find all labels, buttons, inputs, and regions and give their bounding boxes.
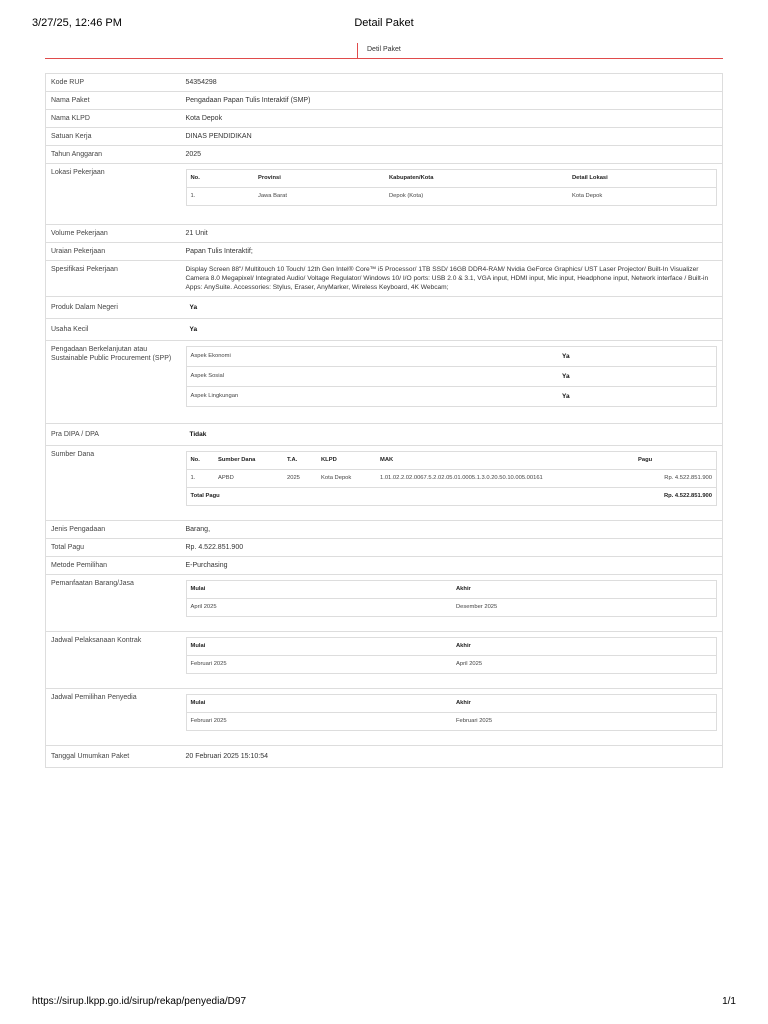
pemilihan-mulai: Februari 2025 — [186, 713, 452, 731]
lokasi-col-kabupaten: Kabupaten/Kota — [385, 170, 568, 188]
print-header — [32, 17, 736, 31]
row-pra-dipa — [46, 424, 723, 446]
table-row — [186, 656, 717, 674]
sumber-mak: 1.01.02.2.02.0067.5.2.02.05.01.0005.1.3.0.20.50.10.005.00161 — [376, 470, 634, 488]
spp-value-lingkungan: Ya — [558, 387, 717, 407]
spp-value-sosial: Ya — [558, 367, 717, 387]
label-total-pagu: Total Pagu — [46, 539, 181, 557]
print-datetime: 3/27/25, 12:46 PM — [32, 17, 122, 29]
lokasi-kabupaten: Depok (Kota) — [385, 188, 568, 206]
sumber-col-mak: MAK — [376, 452, 634, 470]
label-tanggal-umumkan: Tanggal Umumkan Paket — [46, 746, 181, 768]
table-row — [186, 347, 717, 367]
sumber-no: 1. — [186, 470, 214, 488]
table-row — [186, 470, 717, 488]
value-jenis-pengadaan: Barang, — [181, 521, 723, 539]
row-tanggal-umumkan — [46, 746, 723, 768]
kontrak-akhir: April 2025 — [452, 656, 717, 674]
row-nama-paket — [46, 92, 723, 110]
value-metode-pemilihan: E-Purchasing — [181, 557, 723, 575]
jadwal-pemilihan-table — [186, 694, 718, 731]
jadwal-kontrak-table — [186, 637, 718, 674]
row-total-pagu — [46, 539, 723, 557]
label-sumber-dana: Sumber Dana — [46, 446, 181, 521]
label-lokasi-pekerjaan: Lokasi Pekerjaan — [46, 164, 181, 225]
value-total-pagu: Rp. 4.522.851.900 — [181, 539, 723, 557]
sumber-dana-header-row — [186, 452, 717, 470]
label-spp: Pengadaan Berkelanjutan atau Sustainable Public Procurement (SPP) — [46, 341, 181, 424]
pemilihan-akhir-label: Akhir — [452, 695, 717, 713]
total-pagu-label: Total Pagu — [186, 488, 634, 506]
row-lokasi-pekerjaan — [46, 164, 723, 225]
row-kode-rup — [46, 74, 723, 92]
sumber-sumber: APBD — [214, 470, 283, 488]
label-usaha-kecil: Usaha Kecil — [46, 319, 181, 341]
lokasi-header-row — [186, 170, 717, 188]
label-pra-dipa: Pra DIPA / DPA — [46, 424, 181, 446]
sumber-col-no: No. — [186, 452, 214, 470]
pemilihan-mulai-label: Mulai — [186, 695, 452, 713]
row-metode-pemilihan — [46, 557, 723, 575]
label-produk-dalam-negeri: Produk Dalam Negeri — [46, 297, 181, 319]
label-kode-rup: Kode RUP — [46, 74, 181, 92]
label-jadwal-kontrak: Jadwal Pelaksanaan Kontrak — [46, 632, 181, 689]
sumber-ta: 2025 — [283, 470, 317, 488]
value-kode-rup: 54354298 — [181, 74, 723, 92]
lokasi-col-provinsi: Provinsi — [254, 170, 385, 188]
total-pagu-value: Rp. 4.522.851.900 — [634, 488, 717, 506]
sumber-col-pagu: Pagu — [634, 452, 717, 470]
label-nama-klpd: Nama KLPD — [46, 110, 181, 128]
sumber-col-sumber: Sumber Dana — [214, 452, 283, 470]
sumber-klpd: Kota Depok — [317, 470, 376, 488]
value-tanggal-umumkan: 20 Februari 2025 15:10:54 — [181, 746, 723, 768]
value-produk-dalam-negeri: Ya — [189, 304, 198, 311]
sumber-pagu: Rp. 4.522.851.900 — [634, 470, 717, 488]
row-jadwal-kontrak — [46, 632, 723, 689]
lokasi-col-detail: Detail Lokasi — [568, 170, 717, 188]
page-title: Detail Paket — [354, 17, 414, 29]
label-jenis-pengadaan: Jenis Pengadaan — [46, 521, 181, 539]
label-tahun-anggaran: Tahun Anggaran — [46, 146, 181, 164]
row-pemanfaatan — [46, 575, 723, 632]
pemanfaatan-mulai-label: Mulai — [186, 581, 452, 599]
row-uraian — [46, 243, 723, 261]
label-spesifikasi: Spesifikasi Pekerjaan — [46, 261, 181, 297]
spp-table — [186, 346, 718, 407]
value-volume: 21 Unit — [181, 225, 723, 243]
sumber-col-klpd: KLPD — [317, 452, 376, 470]
label-uraian: Uraian Pekerjaan — [46, 243, 181, 261]
table-row — [186, 599, 717, 617]
table-row — [186, 188, 717, 206]
label-jadwal-pemilihan: Jadwal Pemilihan Penyedia — [46, 689, 181, 746]
value-uraian: Papan Tulis Interaktif; — [181, 243, 723, 261]
total-row — [186, 488, 717, 506]
row-spp — [46, 341, 723, 424]
label-pemanfaatan: Pemanfaatan Barang/Jasa — [46, 575, 181, 632]
row-jadwal-pemilihan — [46, 689, 723, 746]
sumber-col-ta: T.A. — [283, 452, 317, 470]
pemanfaatan-mulai: April 2025 — [186, 599, 452, 617]
value-usaha-kecil: Ya — [189, 326, 198, 333]
tab-bar — [45, 43, 723, 59]
page-url: https://sirup.lkpp.go.id/sirup/rekap/penyedia/D97 — [32, 996, 247, 1007]
spp-value-ekonomi: Ya — [558, 347, 717, 367]
row-sumber-dana — [46, 446, 723, 521]
tab-detil-paket[interactable]: Detil Paket — [357, 43, 409, 59]
table-row — [186, 387, 717, 407]
lokasi-table — [186, 169, 718, 206]
lokasi-no: 1. — [186, 188, 254, 206]
label-volume: Volume Pekerjaan — [46, 225, 181, 243]
spp-aspect-lingkungan: Aspek Lingkungan — [186, 387, 558, 407]
value-tahun-anggaran: 2025 — [181, 146, 723, 164]
pemanfaatan-table — [186, 580, 718, 617]
kontrak-akhir-label: Akhir — [452, 638, 717, 656]
value-nama-paket: Pengadaan Papan Tulis Interaktif (SMP) — [181, 92, 723, 110]
row-tahun-anggaran — [46, 146, 723, 164]
value-nama-klpd: Kota Depok — [181, 110, 723, 128]
table-row — [186, 367, 717, 387]
lokasi-detail: Kota Depok — [568, 188, 717, 206]
pemanfaatan-akhir-label: Akhir — [452, 581, 717, 599]
pemilihan-akhir: Februari 2025 — [452, 713, 717, 731]
table-row — [186, 713, 717, 731]
spp-aspect-ekonomi: Aspek Ekonomi — [186, 347, 558, 367]
row-usaha-kecil — [46, 319, 723, 341]
sumber-dana-table — [186, 451, 718, 506]
row-nama-klpd — [46, 110, 723, 128]
lokasi-provinsi: Jawa Barat — [254, 188, 385, 206]
kontrak-mulai-label: Mulai — [186, 638, 452, 656]
row-jenis-pengadaan — [46, 521, 723, 539]
label-nama-paket: Nama Paket — [46, 92, 181, 110]
pemanfaatan-akhir: Desember 2025 — [452, 599, 717, 617]
page-number: 1/1 — [722, 996, 736, 1007]
row-volume — [46, 225, 723, 243]
spp-aspect-sosial: Aspek Sosial — [186, 367, 558, 387]
kontrak-mulai: Februari 2025 — [186, 656, 452, 674]
print-footer — [32, 996, 736, 1007]
value-pra-dipa: Tidak — [189, 431, 207, 438]
value-satuan-kerja: DINAS PENDIDIKAN — [181, 128, 723, 146]
row-satuan-kerja — [46, 128, 723, 146]
label-satuan-kerja: Satuan Kerja — [46, 128, 181, 146]
value-spesifikasi: Display Screen 88"/ Multitouch 10 Touch/ 12th Gen Intel® Core™ i5 Processor/ 1TB SSD/ 16GB DDR4-RAM/ Nvidia GeForce Graphics/ UST Laser Projector/ Built-In Visualizer Camera 8.0 Megapixel/ Integrated Audio/ Voltage Regulator/ Windows 10/ I/O ports: USB 2.0 & 3.1, VGA input, HDMI input, Mic input, Headphone input, Network interface / Built-in Apps: AnySuite. Accessories: Stylus, Eraser, AnyMarker, Wireless Keyboard, 4K Webcam; — [181, 261, 723, 297]
label-metode-pemilihan: Metode Pemilihan — [46, 557, 181, 575]
detail-table — [45, 73, 723, 768]
row-produk-dalam-negeri — [46, 297, 723, 319]
lokasi-col-no: No. — [186, 170, 254, 188]
row-spesifikasi — [46, 261, 723, 297]
